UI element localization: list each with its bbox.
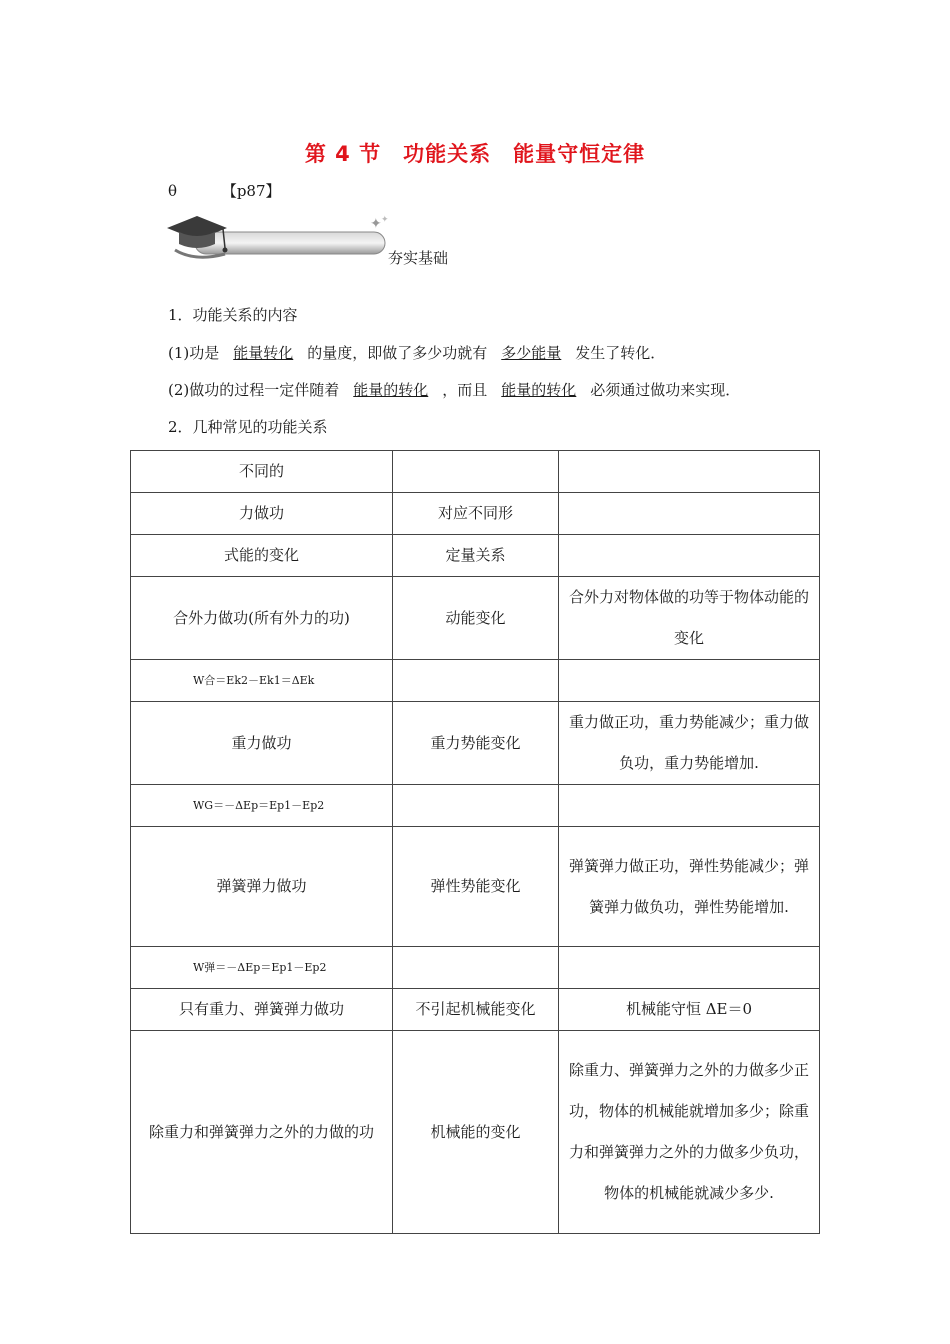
table-cell: 不引起机械能变化 (393, 989, 559, 1031)
table-cell: 机械能守恒 ΔE＝0 (559, 989, 820, 1031)
blank-answer: 能量的转化 (501, 381, 577, 399)
page-title: 第 4 节 功能关系 能量守恒定律 (304, 142, 646, 166)
table-cell: 机械能的变化 (393, 1031, 559, 1234)
table-cell: 只有重力、弹簧弹力做功 (131, 989, 393, 1031)
blank-answer: 能量的转化 (353, 381, 429, 399)
table-cell: 除重力和弹簧弹力之外的力做的功 (131, 1031, 393, 1234)
formula-cell: W弹＝－ΔEp＝Ep1－Ep2 (131, 947, 393, 989)
table-cell: 除重力、弹簧弹力之外的力做多少正功，物体的机械能就增加多少；除重力和弹簧弹力之外的力做多少负功，物体的机械能就减少多少. (559, 1031, 820, 1234)
table-cell: 合外力做功(所有外力的功) (131, 577, 393, 660)
table-cell: 弹簧弹力做功 (131, 827, 393, 947)
text: 必须通过做功来实现． (590, 381, 741, 399)
table-cell: 定量关系 (393, 535, 559, 577)
text: (2)做功的过程一定伴随着 (168, 381, 340, 399)
section-1-line-1 (168, 342, 665, 363)
banner-label: 夯实基础 (388, 249, 449, 267)
page-number-ref: 【p87】 (221, 182, 281, 200)
table-cell: 式能的变化 (131, 535, 393, 577)
blank-answer: 多少能量 (501, 344, 562, 362)
table-cell: 合外力对物体做的功等于物体动能的变化 (559, 577, 820, 660)
formula-cell: WG＝－ΔEp＝Ep1－Ep2 (131, 785, 393, 827)
svg-text:✦: ✦ (381, 215, 389, 225)
table-cell (393, 785, 559, 827)
table-cell (559, 535, 820, 577)
table-cell (559, 785, 820, 827)
table-cell: 对应不同形 (393, 493, 559, 535)
table-cell: 重力势能变化 (393, 702, 559, 785)
table-cell: 重力做正功，重力势能减少；重力做负功，重力势能增加. (559, 702, 820, 785)
text: ，而且 (442, 381, 488, 399)
table-cell (393, 451, 559, 493)
work-energy-table (130, 450, 820, 1234)
text: 的量度，即做了多少功就有 (307, 344, 488, 362)
table-cell: 不同的 (131, 451, 393, 493)
table-cell: 动能变化 (393, 577, 559, 660)
section-1-heading: 1．功能关系的内容 (168, 306, 298, 324)
section-1-line-2 (168, 379, 740, 400)
table-cell: 弹性势能变化 (393, 827, 559, 947)
formula-cell: W合＝Ek2－Ek1＝ΔEk (131, 660, 393, 702)
blank-answer: 能量转化 (233, 344, 294, 362)
page-reference (168, 180, 281, 201)
table-cell (559, 660, 820, 702)
table-cell (559, 451, 820, 493)
table-cell (393, 660, 559, 702)
text: (1)功是 (168, 344, 220, 362)
table-cell (559, 493, 820, 535)
section-2-heading: 2．几种常见的功能关系 (168, 418, 328, 436)
table-cell: 弹簧弹力做正功，弹性势能减少；弹簧弹力做负功，弹性势能增加. (559, 827, 820, 947)
table-cell (393, 947, 559, 989)
graduation-cap-banner-icon (165, 210, 395, 270)
table-cell (559, 947, 820, 989)
text: 发生了转化． (575, 344, 666, 362)
table-cell: 重力做功 (131, 702, 393, 785)
svg-text:✦: ✦ (370, 216, 382, 232)
table-cell: 力做功 (131, 493, 393, 535)
theta-symbol: θ (168, 182, 178, 200)
